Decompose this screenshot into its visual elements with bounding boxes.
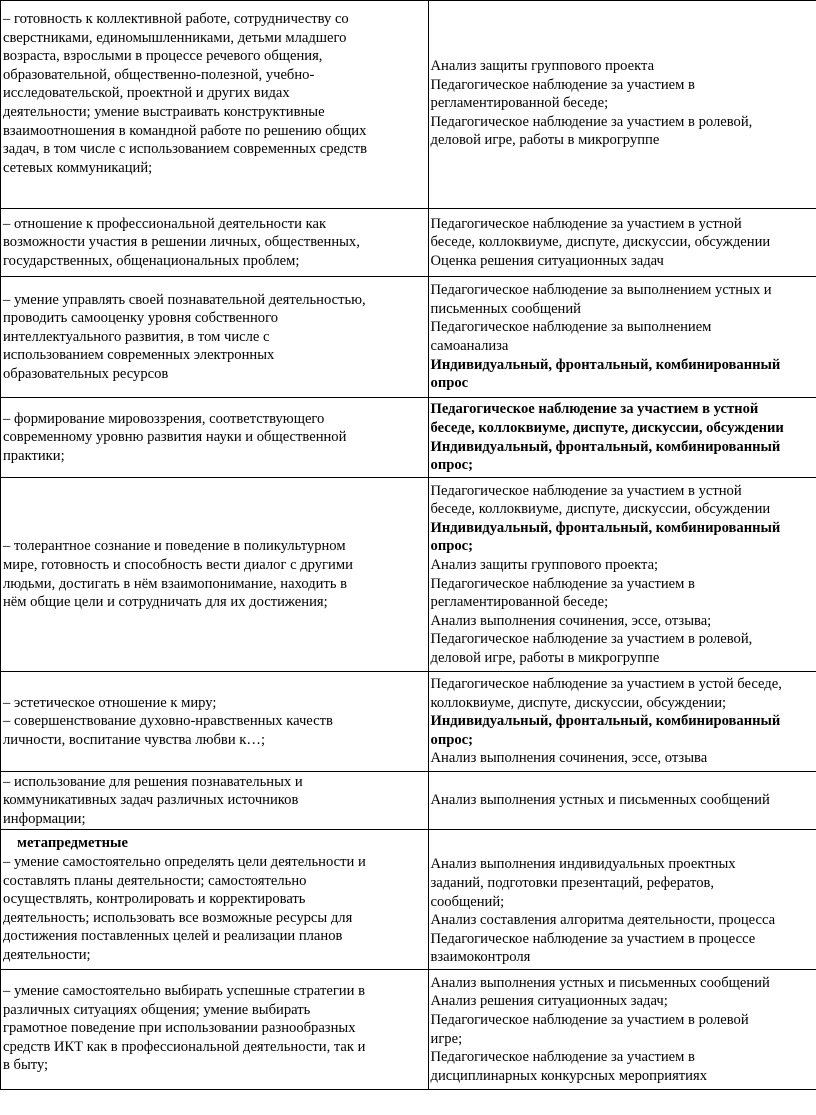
table-row xyxy=(1,772,816,830)
competency-cell: метапредметные – умение самостоятельно определять цели деятельности и составлять планы деятельности; самостоятельно осуществлять, контролировать и корректировать деятельность; использовать все возможные ресурсы для достижения поставленных целей и реализации планов деятельности; xyxy=(1,830,429,970)
assessment-cell: Анализ выполнения индивидуальных проектных заданий, подготовки презентаций, рефератов, сообщений; Анализ составления алгоритма деятельности, процесса Педагогическое наблюдение за участием в процессе взаимоконтроля xyxy=(428,830,816,970)
competency-cell: – умение управлять своей познавательной деятельностью, проводить самооценку уровня собственного интеллектуального развития, в том числе с использованием современных электронных образовательных ресурсов xyxy=(1,277,429,398)
competency-cell: – умение самостоятельно выбирать успешные стратегии в различных ситуациях общения; умение выбирать грамотное поведение при использовании разнообразных средств ИКТ как в профессиональной деятельности, так и в быту; xyxy=(1,970,429,1090)
table-row xyxy=(1,1,816,209)
table-row xyxy=(1,277,816,398)
competency-cell: – использование для решения познавательных и коммуникативных задач различных источников информации; xyxy=(1,772,429,830)
section-header: метапредметные xyxy=(17,835,128,852)
competency-cell: – эстетическое отношение к миру; – совершенствование духовно-нравственных качеств личности, воспитание чувства любви к…; xyxy=(1,672,429,772)
assessment-cell: Педагогическое наблюдение за выполнением устных и письменных сообщений Педагогическое наблюдение за выполнением самоанализа Индивидуальный, фронтальный, комбинированный опрос xyxy=(428,277,816,398)
table-row xyxy=(1,672,816,772)
assessment-cell: Педагогическое наблюдение за участием в устной беседе, коллоквиуме, диспуте, дискуссии, обсуждении Индивидуальный, фронтальный, комбинированный опрос; Анализ защиты группового проекта; Педагогическое наблюдение за участием в регламентированной беседе; Анализ выполнения сочинения, эссе, отзыва; Педагогическое наблюдение за участием в ролевой, деловой игре, работы в микрогруппе xyxy=(428,478,816,672)
table-row xyxy=(1,970,816,1090)
competency-cell: – формирование мировоззрения, соответствующего современному уровню развития науки и общественной практики; xyxy=(1,398,429,478)
assessment-cell: Педагогическое наблюдение за участием в устной беседе, коллоквиуме, диспуте, дискуссии, обсуждении Индивидуальный, фронтальный, комбинированный опрос; xyxy=(428,398,816,478)
assessment-cell: Анализ защиты группового проекта Педагогическое наблюдение за участием в регламентированной беседе; Педагогическое наблюдение за участием в ролевой, деловой игре, работы в микрогруппе xyxy=(428,1,816,209)
table-row xyxy=(1,478,816,672)
assessment-cell: Анализ выполнения устных и письменных сообщений Анализ решения ситуационных задач; Педагогическое наблюдение за участием в ролевой игре; Педагогическое наблюдение за участием в дисциплинарных конкурсных мероприятиях xyxy=(428,970,816,1090)
assessment-cell: Анализ выполнения устных и письменных сообщений xyxy=(428,772,816,830)
competency-cell: – готовность к коллективной работе, сотрудничеству со сверстниками, единомышленниками, детьми младшего возраста, взрослыми в процессе речевого общения, образовательной, общественно-полезной, учебно- исследовательской, проектной и других видах деятельности; умение выстраивать конструктивные взаимоотношения в командной работе по решению общих задач, в том числе с использованием современных средств сетевых коммуникаций; xyxy=(1,1,429,209)
competency-cell: – отношение к профессиональной деятельности как возможности участия в решении личных, общественных, государственных, общенациональных проблем; xyxy=(1,209,429,277)
table-row xyxy=(1,209,816,277)
table-row xyxy=(1,830,816,970)
assessment-cell: Педагогическое наблюдение за участием в устной беседе, коллоквиуме, диспуте, дискуссии, обсуждении Оценка решения ситуационных задач xyxy=(428,209,816,277)
table-row xyxy=(1,398,816,478)
competency-cell: – толерантное сознание и поведение в поликультурном мире, готовность и способность вести диалог с другими людьми, достигать в нём взаимопонимание, находить в нём общие цели и сотрудничать для их достижения; xyxy=(1,478,429,672)
assessment-cell: Педагогическое наблюдение за участием в устой беседе, коллоквиуме, диспуте, дискуссии, обсуждении; Индивидуальный, фронтальный, комбинированный опрос; Анализ выполнения сочинения, эссе, отзыва xyxy=(428,672,816,772)
